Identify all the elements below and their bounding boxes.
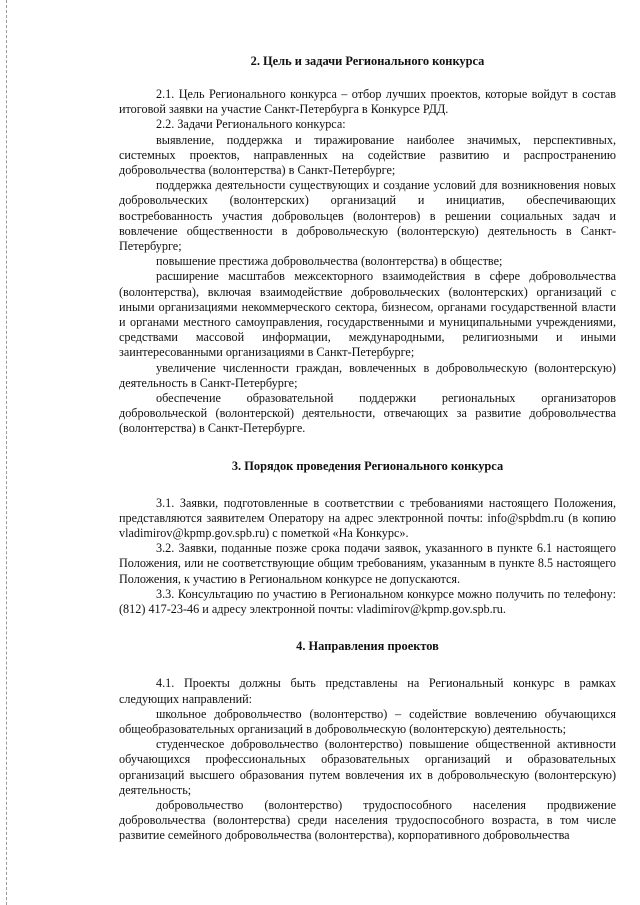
task-item-increase: увеличение численности граждан, вовлеченных в добровольческую (волонтерскую) деятельность в Санкт-Петербурге; <box>119 360 616 390</box>
document-page <box>119 54 616 844</box>
task-item-support: поддержка деятельности существующих и создание условий для возникновения новых добровольческих (волонтерских) организаций и инициатив, обеспечивающих востребованность участия добровольцев (волонтеров) в решении социальных задач и вовлечение общественности в добровольческую (волонтерскую) деятельность в Санкт-Петербурге; <box>119 178 616 254</box>
section-4-heading: 4. Направления проектов <box>296 639 439 654</box>
direction-student: студенческое добровольчество (волонтерство) повышение общественной активности обучающихся профессиональных образовательных организаций и образовательных организаций высшего образования путем вовлечения их в добровольческую (волонтерскую) деятельность; <box>119 737 616 797</box>
direction-school: школьное добровольчество (волонтерство) – содействие вовлечению обучающихся общеобразовательных организаций в добровольческую (волонтерскую) деятельность; <box>119 706 616 736</box>
section-3-heading: 3. Порядок проведения Регионального конкурса <box>231 458 504 473</box>
paragraph-3-2: 3.2. Заявки, поданные позже срока подачи заявок, указанного в пункте 6.1 настоящего Положения, или не соответствующие общим требованиям, указанным в пункте 8.5 настоящего Положения, к участию в Региональном конкурсе не допускаются. <box>119 541 616 586</box>
paragraph-4-1: 4.1. Проекты должны быть представлены на Региональный конкурс в рамках следующих направлений: <box>119 676 616 706</box>
paragraph-3-1: 3.1. Заявки, подготовленные в соответствии с требованиями настоящего Положения, представляются заявителем Оператору на адрес электронной почты: info@spbdm.ru (в копию vladimirov@kpmp.gov.spb.ru) с пометкой «На Конкурс». <box>119 495 616 541</box>
task-item-identify: выявление, поддержка и тиражирование наиболее значимых, перспективных, системных проектов, направленных на содействие развитию и распространению добровольчества (волонтерства) в Санкт-Петербурге; <box>119 132 616 178</box>
paragraph-3-3: 3.3. Консультацию по участию в Региональном конкурсе можно получить по телефону: (812) 417-23-46 и адресу электронной почты: vladimirov@kpmp.gov.spb.ru. <box>119 586 616 617</box>
paragraph-2-2: 2.2. Задачи Регионального конкурса: <box>156 117 346 132</box>
page-edge-divider <box>6 0 7 905</box>
paragraph-2-1: 2.1. Цель Регионального конкурса – отбор лучших проектов, которые войдут в состав итоговой заявки на участие Санкт-Петербурга в Конкурсе РДД. <box>119 87 616 117</box>
section-2-heading: 2. Цель и задачи Регионального конкурса <box>250 54 485 68</box>
task-item-education: обеспечение образовательной поддержки региональных организаторов добровольческой (волонтерской) деятельности, отвечающих за развитие добровольчества (волонтерства) в Санкт-Петербурге. <box>119 391 616 436</box>
task-item-prestige: повышение престижа добровольчества (волонтерства) в обществе; <box>156 254 503 269</box>
direction-working-age: добровольчество (волонтерство) трудоспособного населения продвижение добровольчества (волонтерства) среди населения трудоспособного возраста, в том числе развитие семейного добровольчества (волонтерства), корпоративного добровольчества <box>119 797 616 843</box>
task-item-intersector: расширение масштабов межсекторного взаимодействия в сфере добровольчества (волонтерства), включая взаимодействие добровольческих (волонтерских) организаций с иными организациями некоммерческого сектора, бизнесом, органами государственной власти и органами местного самоуправления, государственными и муниципальными учреждениями, средствами массовой информации, международными, религиозными и иными заинтересованными организациями в Санкт-Петербурге; <box>119 269 616 360</box>
